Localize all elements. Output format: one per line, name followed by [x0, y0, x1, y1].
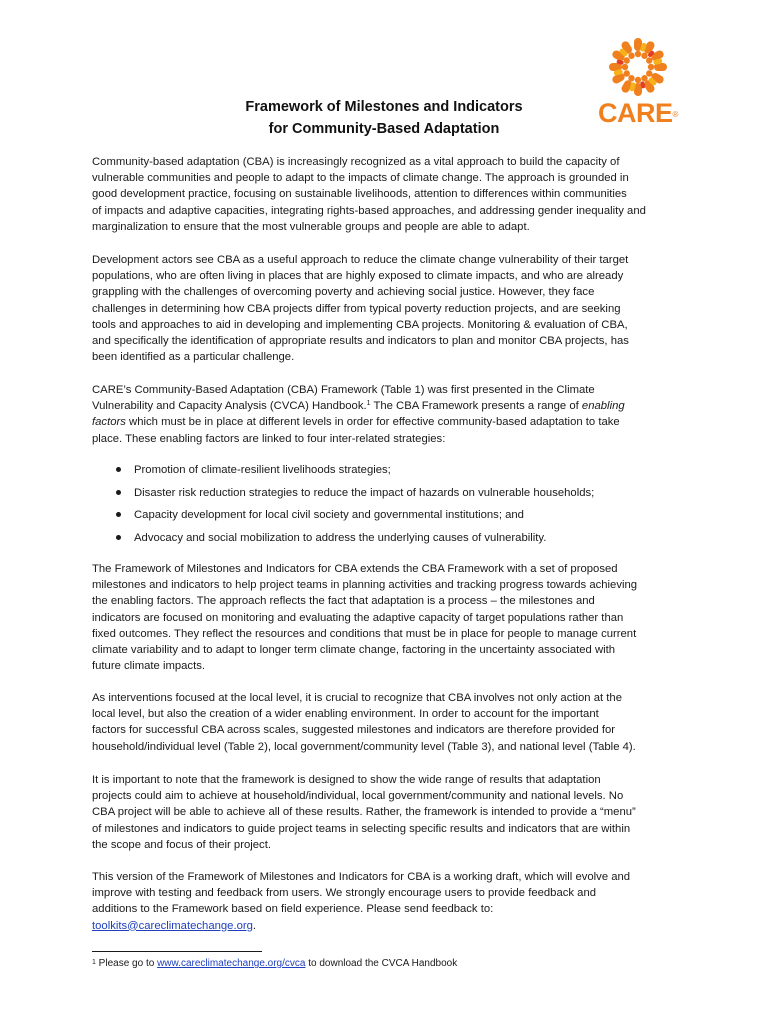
- paragraph-line: indicators are focused on monitoring and evaluating the adaptive capacity of target populations rather than: [92, 611, 624, 624]
- paragraph-line: vulnerable communities and people to adapt to the impacts of climate change. The approach is grounded in: [92, 172, 629, 185]
- document-title-line-2: for Community-Based Adaptation: [268, 121, 500, 137]
- paragraph-line: [92, 414, 676, 430]
- bullet-icon: [116, 490, 121, 495]
- text-run-italic: factors: [92, 416, 126, 429]
- cvca-handbook-link[interactable]: www.careclimatechange.org/cvca: [157, 958, 306, 969]
- paragraph-line: the scope and focus of their project.: [92, 838, 271, 851]
- text-run: Vulnerability and Capacity Analysis (CVCA) Handbook.: [92, 400, 367, 413]
- text-run: .: [252, 919, 257, 932]
- paragraph-line: fixed outcomes. They reflect the resources and conditions that must be in place for people to manage current: [92, 627, 637, 640]
- bullet-icon: [116, 535, 121, 540]
- paragraph-local-level: [92, 690, 676, 755]
- paragraph-line: improve with testing and feedback from users. We strongly encourage users to provide feedback and: [92, 887, 597, 900]
- paragraph-line: and specifically the identification of appropriate results and indicators to plan and monitor CBA projects, has: [92, 335, 629, 348]
- text-run: The CBA Framework presents a range of: [370, 400, 582, 413]
- list-item: [116, 507, 676, 530]
- text-run: which must be in place at different levels in order for effective community-based adaptation to take: [125, 416, 620, 429]
- paragraph-intro: [92, 154, 676, 235]
- paragraph-line: tools and approaches to aid in developing and implementing CBA projects. Monitoring & evaluation of CBA,: [92, 318, 628, 331]
- paragraph-line: been identified as a particular challenge.: [92, 351, 295, 364]
- paragraph-cba-framework: [92, 382, 676, 447]
- text-run-italic: enabling: [581, 400, 625, 413]
- paragraph-line: This version of the Framework of Milestones and Indicators for CBA is a working draft, which will evolve and: [92, 871, 631, 883]
- list-item: [116, 485, 676, 508]
- paragraph-line: good development practice, focusing on sustainable livelihoods, attention to differences within communities: [92, 188, 627, 201]
- paragraph-line: climate variability and to adapt to longer term climate change, factoring in the uncertainty associated with: [92, 644, 616, 657]
- paragraph-feedback: [92, 869, 676, 934]
- paragraph-line: [92, 918, 676, 934]
- paragraph-line: populations, who are often living in places that are highly exposed to climate impacts, and who are already: [92, 270, 624, 283]
- paragraph-milestones-framework: [92, 561, 676, 674]
- paragraph-line: CBA project will be able to achieve all of these results. Rather, the framework is intended to provide a “menu”: [92, 806, 636, 819]
- paragraph-line: additions to the Framework based on field experience. Please send feedback to:: [92, 903, 494, 916]
- paragraph-line: challenges in determining how CBA projects differ from typical poverty reduction projects, and are seeking: [92, 302, 621, 315]
- bullet-icon: [116, 512, 121, 517]
- list-item-text: Promotion of climate-resilient livelihoods strategies;: [134, 464, 391, 476]
- paragraph-line: Development actors see CBA as a useful approach to reduce the climate change vulnerability of their target: [92, 254, 629, 266]
- document-title-line-1: Framework of Milestones and Indicators: [245, 99, 523, 115]
- feedback-email-link[interactable]: toolkits@careclimatechange.org: [92, 919, 253, 932]
- list-item-text: Capacity development for local civil society and governmental institutions; and: [134, 509, 524, 521]
- footnote-number: 1: [92, 959, 96, 966]
- paragraph-line: household/individual level (Table 2), local government/community level (Table 3), and national level (Table 4).: [92, 740, 636, 753]
- paragraph-line: As interventions focused at the local level, it is crucial to recognize that CBA involves not only action at the: [92, 692, 622, 704]
- footnote: [92, 957, 457, 971]
- paragraph-line: Community-based adaptation (CBA) is increasingly recognized as a vital approach to build the capacity of: [92, 156, 620, 168]
- paragraph-line: place. These enabling factors are linked to four inter-related strategies:: [92, 432, 446, 445]
- bullet-icon: [116, 467, 121, 472]
- paragraph-line: local level, but also the creation of a wider enabling environment. In order to account for the important: [92, 708, 599, 721]
- paragraph-framework-scope: [92, 772, 676, 853]
- paragraph-line: of impacts and adaptive capacities, integrating rights-based approaches, and addressing gender inequality and: [92, 204, 646, 217]
- paragraph-line: The Framework of Milestones and Indicators for CBA extends the CBA Framework with a set of proposed: [92, 563, 618, 575]
- care-logo-icon: [597, 36, 679, 100]
- footnote-reference: 1: [366, 400, 371, 408]
- paragraph-line: factors for successful CBA across scales, suggested milestones and indicators are therefore provided for: [92, 724, 616, 737]
- list-item: [116, 462, 676, 485]
- paragraph-line: milestones and indicators to help project teams in planning activities and tracking progress towards achieving: [92, 579, 638, 592]
- logo-word: CARE: [598, 98, 673, 128]
- paragraph-line: the enabling factors. The approach reflects the fact that adaptation is a process – the milestones and: [92, 595, 595, 608]
- text-run: Please go to: [95, 958, 158, 969]
- paragraph-line: marginalization to ensure that the most vulnerable groups and people are able to adapt.: [92, 220, 530, 233]
- paragraph-line: [92, 398, 676, 414]
- list-item: [116, 530, 676, 553]
- paragraph-line: grappling with the challenges of overcoming poverty and achieving social justice. However, they face: [92, 286, 595, 299]
- list-item-text: Advocacy and social mobilization to address the underlying causes of vulnerability.: [134, 531, 547, 544]
- strategies-list: [116, 462, 676, 552]
- logo-registered-mark: ®: [672, 110, 678, 119]
- paragraph-line: of milestones and indicators to guide project teams in selecting specific results and indicators that are within: [92, 822, 631, 835]
- paragraph-line: future climate impacts.: [92, 660, 206, 673]
- paragraph-line: projects could aim to achieve at household/individual, local government/community and national levels. No: [92, 790, 624, 803]
- list-item-text: Disaster risk reduction strategies to reduce the impact of hazards on vulnerable households;: [134, 486, 595, 499]
- text-run: to download the CVCA Handbook: [305, 958, 458, 969]
- paragraph-line: CARE’s Community-Based Adaptation (CBA) Framework (Table 1) was first presented in the Climate: [92, 384, 595, 396]
- paragraph-development-actors: [92, 252, 676, 365]
- paragraph-line: It is important to note that the framework is designed to show the wide range of results that adaptation: [92, 774, 601, 786]
- footnote-divider: [92, 951, 262, 952]
